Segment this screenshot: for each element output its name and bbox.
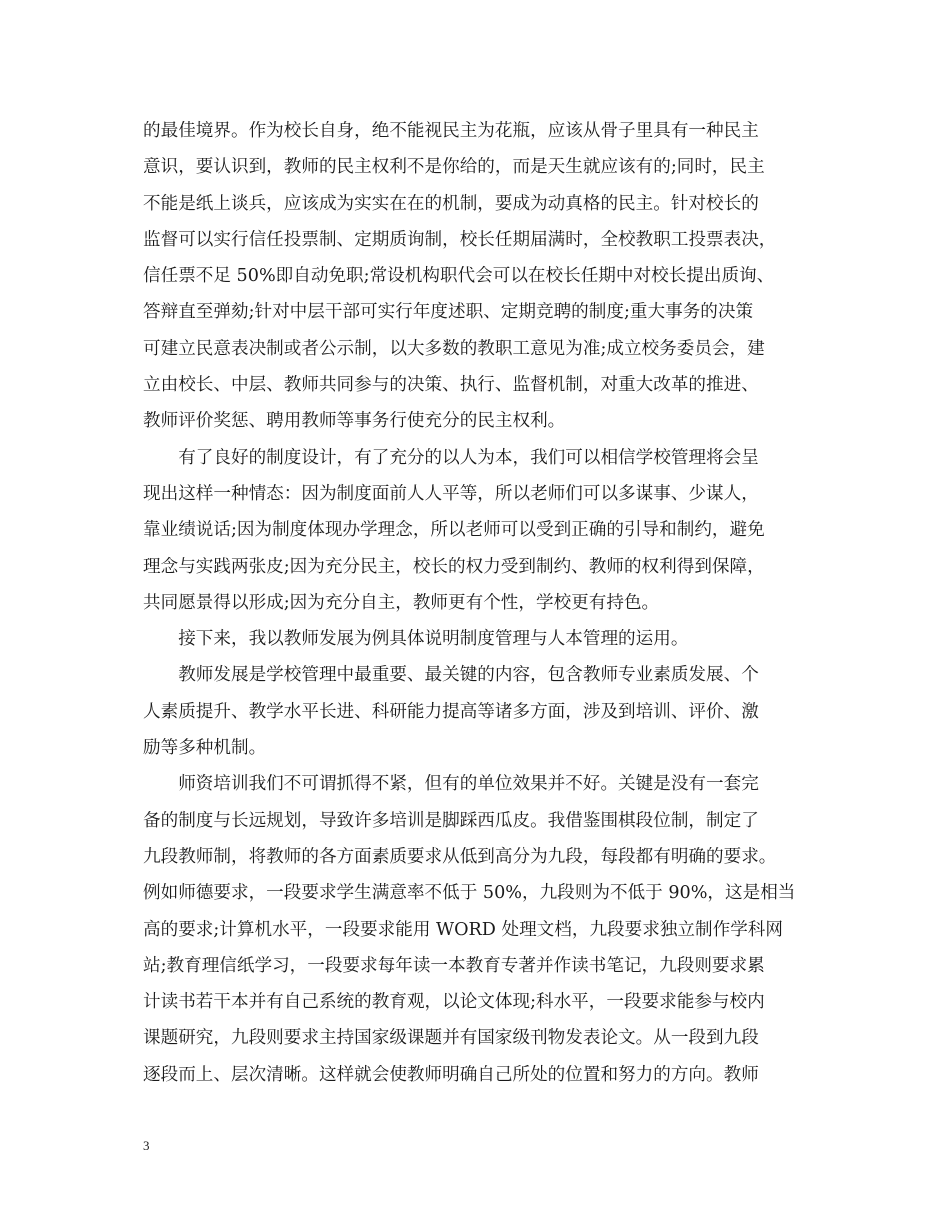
text-line: 有了良好的制度设计，有了充分的以人为本，我们可以相信学校管理将会呈 [143,447,759,468]
text-line: 接下来，我以教师发展为例具体说明制度管理与人本管理的运用。 [143,629,689,650]
text-line: 共同愿景得以形成;因为充分自主，教师更有个性，学校更有持色。 [143,592,660,613]
text-line: 励等多种机制。 [143,738,267,759]
text-line: 九段教师制，将教师的各方面素质要求从低到高分为九段，每段都有明确的要求。 [143,846,777,867]
text-line: 站;教育理信纸学习，一段要求每年读一本教育专著并作读书笔记，九段则要求累 [143,955,765,976]
text-line: 高的要求;计算机水平，一段要求能用 WORD 处理文档，九段要求独立制作学科网 [143,919,783,940]
text-line: 答辩直至弹劾;针对中层干部可实行年度述职、定期竞聘的制度;重大事务的决策 [143,302,754,323]
text-line: 可建立民意表决制或者公示制，以大多数的教职工意见为准;成立校务委员会，建 [143,338,765,359]
text-line: 课题研究，九段则要求主持国家级课题并有国家级刊物发表论文。从一段到九段 [143,1028,759,1049]
text-line: 的最佳境界。作为校长自身，绝不能视民主为花瓶，应该从骨子里具有一种民主 [143,121,759,141]
text-line: 不能是纸上谈兵，应该成为实实在在的机制，要成为动真格的民主。针对校长的 [143,193,759,214]
text-line: 教师评价奖惩、聘用教师等事务行使充分的民主权利。 [143,411,566,432]
text-line: 人素质提升、教学水平长进、科研能力提高等诸多方面，涉及到培训、评价、激 [143,701,759,722]
text-line: 逐段而上、层次清晰。这样就会使教师明确自己所处的位置和努力的方向。教师 [143,1064,759,1085]
text-line: 立由校长、中层、教师共同参与的决策、执行、监督机制，对重大改革的推进、 [143,375,759,396]
document-body [143,113,823,1093]
page-number: 3 [143,1138,150,1153]
text-line: 监督可以实行信任投票制、定期质询制，校长任期届满时，全校教职工投票表决， [143,229,777,250]
text-line: 意识，要认识到，教师的民主权利不是你给的，而是天生就应该有的;同时，民主 [143,157,765,178]
text-line: 备的制度与长远规划，导致许多培训是脚踩西瓜皮。我借鉴围棋段位制，制定了 [143,810,759,831]
text-line: 靠业绩说话;因为制度体现办学理念，所以老师可以受到正确的引导和制约，避免 [143,520,765,541]
text-line: 计读书若干本并有自己系统的教育观，以论文体现;科水平，一段要求能参与校内 [143,992,765,1013]
text-line: 师资培训我们不可谓抓得不紧，但有的单位效果并不好。关键是没有一套完 [143,774,759,795]
text-line: 现出这样一种情态：因为制度面前人人平等，所以老师们可以多谋事、少谋人， [143,483,759,504]
text-line: 理念与实践两张皮;因为充分民主，校长的权力受到制约、教师的权利得到保障， [143,556,765,577]
text-line: 教师发展是学校管理中最重要、最关键的内容，包含教师专业素质发展、个 [143,665,759,686]
text-line: 例如师德要求，一段要求学生满意率不低于 50%，九段则为不低于 90%，这是相当 [143,883,796,904]
text-line: 信任票不足 50%即自动免职;常设机构职代会可以在校长任期中对校长提出质询、 [143,266,775,287]
